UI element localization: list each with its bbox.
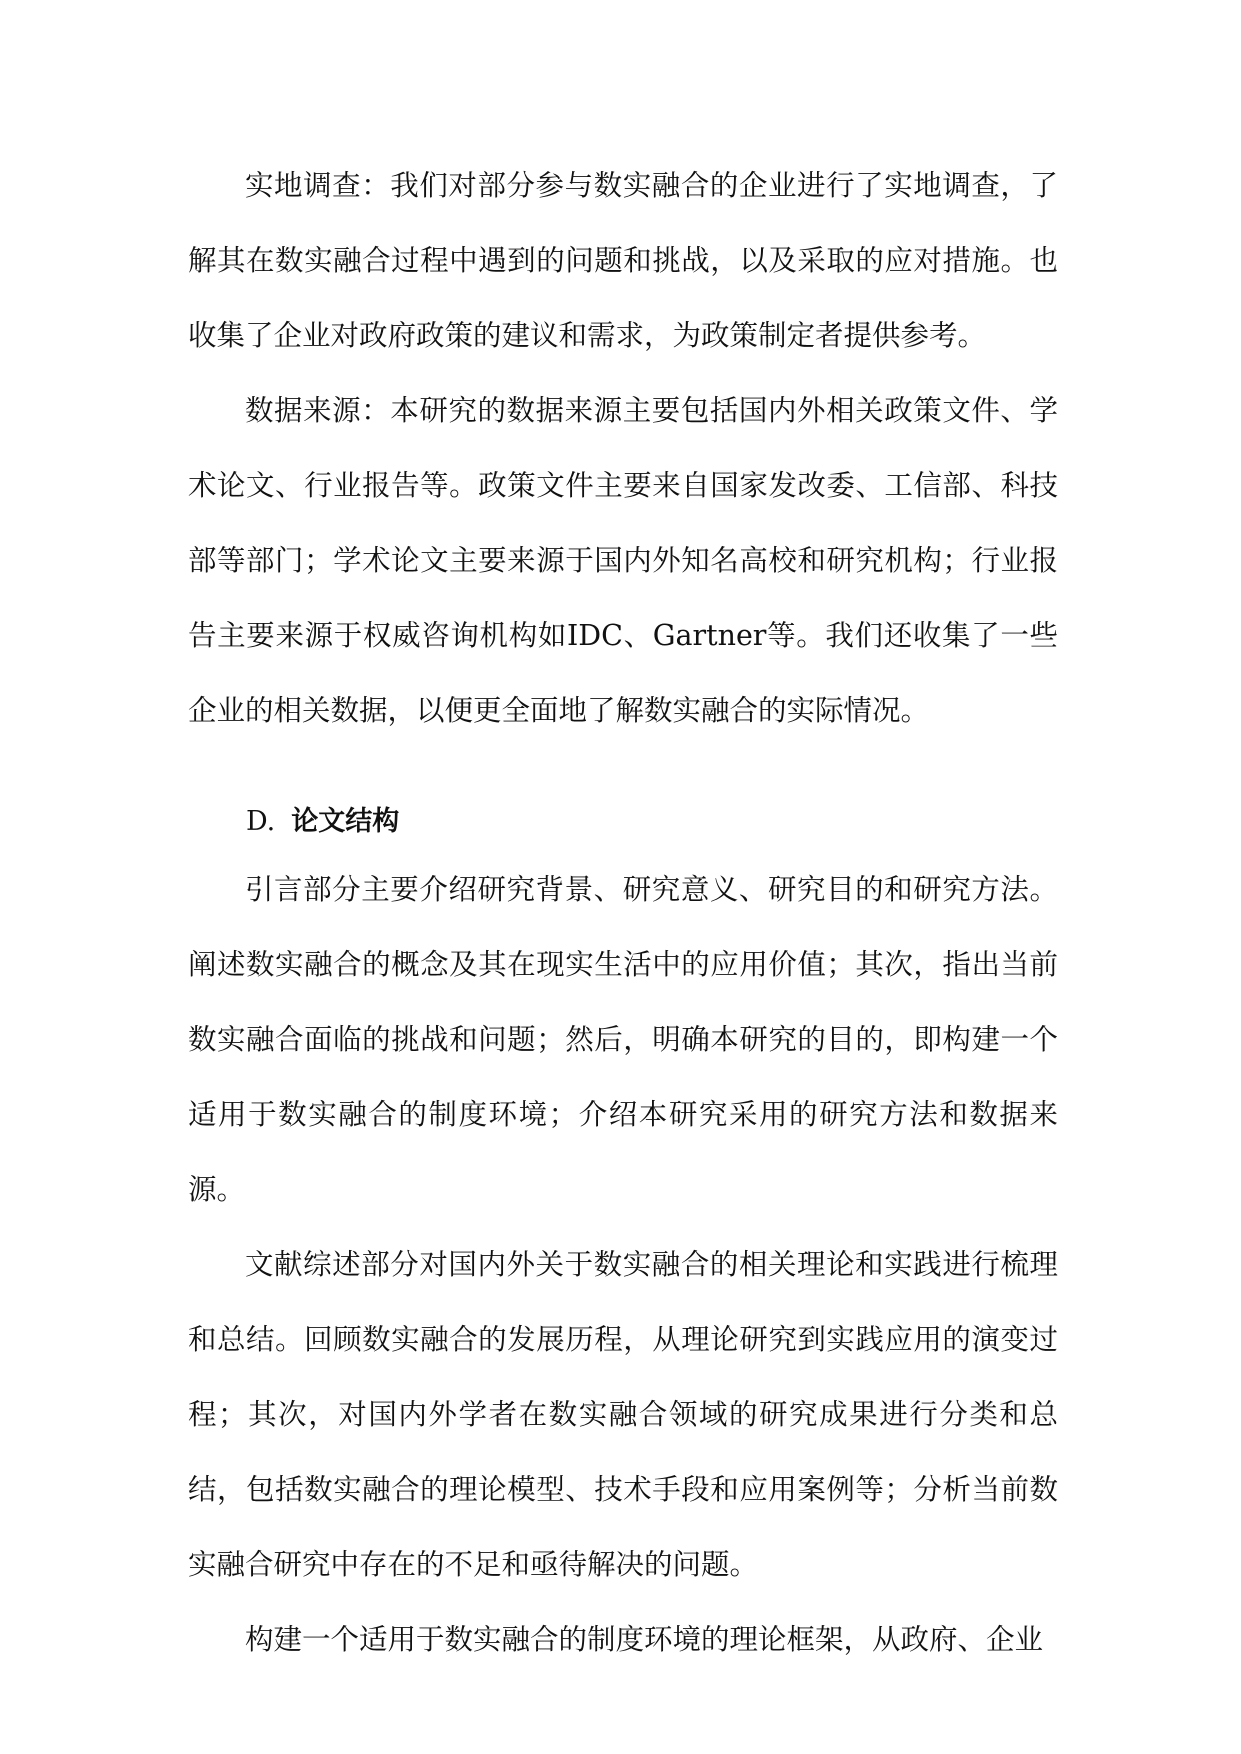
- section-heading: [188, 792, 1058, 852]
- document-body: [188, 148, 1058, 1677]
- paragraph-literature-review: 文献综述部分对国内外关于数实融合的相关理论和实践进行梳理和总结。回顾数实融合的发展历程，从理论研究到实践应用的演变过程；其次，对国内外学者在数实融合领域的研究成果进行分类和总结，包括数实融合的理论模型、技术手段和应用案例等；分析当前数实融合研究中存在的不足和亟待解决的问题。: [188, 1248, 1058, 1581]
- paragraph-framework: 构建一个适用于数实融合的制度环境的理论框架，从政府、企业: [245, 1623, 1044, 1656]
- paragraph-introduction: 引言部分主要介绍研究背景、研究意义、研究目的和研究方法。阐述数实融合的概念及其在现实生活中的应用价值；其次，指出当前数实融合面临的挑战和问题；然后，明确本研究的目的，即构建一个适用于数实融合的制度环境；介绍本研究采用的研究方法和数据来源。: [188, 873, 1058, 1206]
- paragraph-data-sources: 数据来源：本研究的数据来源主要包括国内外相关政策文件、学术论文、行业报告等。政策文件主要来自国家发改委、工信部、科技部等部门；学术论文主要来源于国内外知名高校和研究机构；行业报告主要来源于权威咨询机构如IDC、Gartner等。我们还收集了一些企业的相关数据，以便更全面地了解数实融合的实际情况。: [188, 394, 1058, 727]
- paragraph-field-survey: 实地调查：我们对部分参与数实融合的企业进行了实地调查，了解其在数实融合过程中遇到的问题和挑战，以及采取的应对措施。也收集了企业对政府政策的建议和需求，为政策制定者提供参考。: [188, 169, 1058, 352]
- section-title: 论文结构: [291, 806, 400, 837]
- section-number: D.: [246, 806, 276, 837]
